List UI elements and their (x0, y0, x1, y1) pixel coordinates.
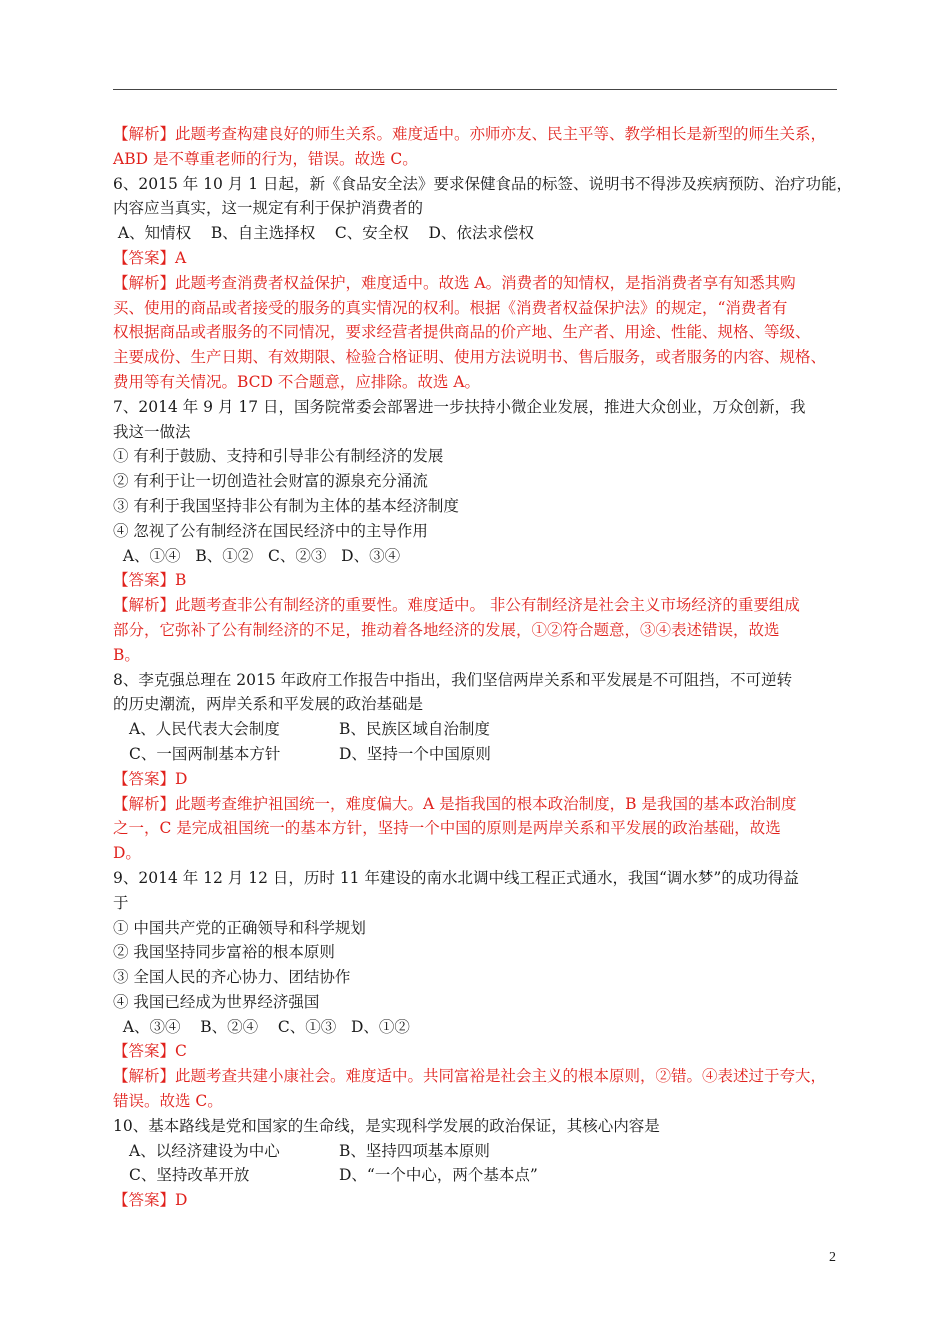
q6-stem: 6、2015 年 10 月 1 日起，新《食品安全法》要求保健食品的标签、说明书不得涉及疾病预防、治疗功能， (113, 174, 853, 193)
q8-option-b: B、民族区域自治制度 (339, 720, 490, 739)
q9-item: ① 中国共产党的正确领导和科学规划 (113, 918, 366, 937)
q6-answer: 【答案】A (113, 248, 187, 267)
q8-stem: 的历史潮流，两岸关系和平发展的政治基础是 (113, 695, 424, 714)
q6-analysis-line: 费用等有关情况。BCD 不合题意，应排除。故选 A。 (113, 372, 481, 391)
q6-analysis-line: 【解析】此题考查消费者权益保护，难度适中。故选 A。消费者的知情权，是指消费者享有知悉其购 (113, 273, 796, 292)
q7-options: A、①④ B、①② C、②③ D、③④ (113, 546, 401, 565)
q8-answer: 【答案】D (113, 769, 188, 788)
q9-answer: 【答案】C (113, 1042, 187, 1061)
q6-options: A、知情权 B、自主选择权 C、安全权 D、依法求偿权 (113, 224, 534, 243)
q10-options-row (113, 1163, 841, 1188)
q10-option-c: C、坚持改革开放 (129, 1166, 250, 1185)
q10-answer: 【答案】D (113, 1191, 188, 1210)
q9-analysis-line: 错误。故选 C。 (113, 1092, 223, 1111)
q7-analysis-line: 【解析】此题考查非公有制经济的重要性。难度适中。 非公有制经济是社会主义市场经济的重要组成 (113, 596, 800, 615)
q9-stem: 于 (113, 893, 129, 912)
q7-stem: 我这一做法 (113, 422, 191, 441)
q8-analysis-line: 之一，C 是完成祖国统一的基本方针，坚持一个中国的原则是两岸关系和平发展的政治基础，故选 (113, 819, 781, 838)
q10-stem: 10、基本路线是党和国家的生命线，是实现科学发展的政治保证，其核心内容是 (113, 1116, 660, 1135)
q6-stem: 内容应当真实，这一规定有利于保护消费者的 (113, 199, 424, 218)
q7-analysis-line: B。 (113, 645, 140, 664)
header-rule (113, 89, 837, 90)
q5-analysis-line: ABD 是不尊重老师的行为，错误。故选 C。 (113, 149, 418, 168)
q6-analysis-line: 主要成份、生产日期、有效期限、检验合格证明、使用方法说明书、售后服务，或者服务的内容、规格、 (113, 348, 827, 367)
q6-analysis-line: 买、使用的商品或者接受的服务的真实情况的权利。根据《消费者权益保护法》的规定，“消费者有 (113, 298, 788, 317)
q9-item: ② 我国坚持同步富裕的根本原则 (113, 943, 335, 962)
q9-analysis-line: 【解析】此题考查共建小康社会。难度适中。共同富裕是社会主义的根本原则，②错。④表述过于夸大， (113, 1067, 827, 1086)
q8-options-row (113, 717, 841, 742)
q7-item: ② 有利于让一切创造社会财富的源泉充分涌流 (113, 472, 428, 491)
q8-analysis-line: 【解析】此题考查维护祖国统一，难度偏大。A 是指我国的根本政治制度，B 是我国的基本政治制度 (113, 794, 797, 813)
q8-stem: 8、李克强总理在 2015 年政府工作报告中指出，我们坚信两岸关系和平发展是不可阻挡，不可逆转 (113, 670, 793, 689)
q7-item: ① 有利于鼓励、支持和引导非公有制经济的发展 (113, 447, 444, 466)
q8-option-c: C、一国两制基本方针 (129, 744, 281, 763)
q7-answer: 【答案】B (113, 571, 187, 590)
page-number: 2 (829, 1250, 836, 1265)
q5-analysis-line: 【解析】此题考查构建良好的师生关系。难度适中。亦师亦友、民主平等、教学相长是新型的师生关系， (113, 125, 827, 143)
q7-analysis-line: 部分，它弥补了公有制经济的不足，推动着各地经济的发展，①②符合题意，③④表述错误，故选 (113, 620, 780, 639)
q9-stem: 9、2014 年 12 月 12 日，历时 11 年建设的南水北调中线工程正式通水，我国“调水梦”的成功得益 (113, 868, 799, 887)
q10-option-a: A、以经济建设为中心 (129, 1141, 280, 1160)
q9-item: ④ 我国已经成为世界经济强国 (113, 992, 320, 1011)
q9-options: A、③④ B、②④ C、①③ D、①② (113, 1017, 410, 1036)
q7-item: ④ 忽视了公有制经济在国民经济中的主导作用 (113, 521, 428, 540)
q9-item: ③ 全国人民的齐心协力、团结协作 (113, 968, 351, 987)
q10-options-row (113, 1139, 841, 1164)
q10-option-b: B、坚持四项基本原则 (339, 1141, 490, 1160)
q10-option-d: D、“一个中心，两个基本点” (339, 1166, 538, 1185)
q8-option-d: D、坚持一个中国原则 (339, 744, 491, 763)
q6-analysis-line: 权根据商品或者服务的不同情况，要求经营者提供商品的价产地、生产者、用途、性能、规格、等级、 (113, 323, 811, 342)
q8-options-row (113, 742, 841, 767)
q7-item: ③ 有利于我国坚持非公有制为主体的基本经济制度 (113, 496, 459, 515)
document-body (113, 122, 853, 1213)
q8-option-a: A、人民代表大会制度 (129, 720, 280, 739)
q7-stem: 7、2014 年 9 月 17 日，国务院常委会部署进一步扶持小微企业发展，推进大众创业，万众创新，我 (113, 397, 806, 416)
q8-analysis-line: D。 (113, 844, 141, 863)
